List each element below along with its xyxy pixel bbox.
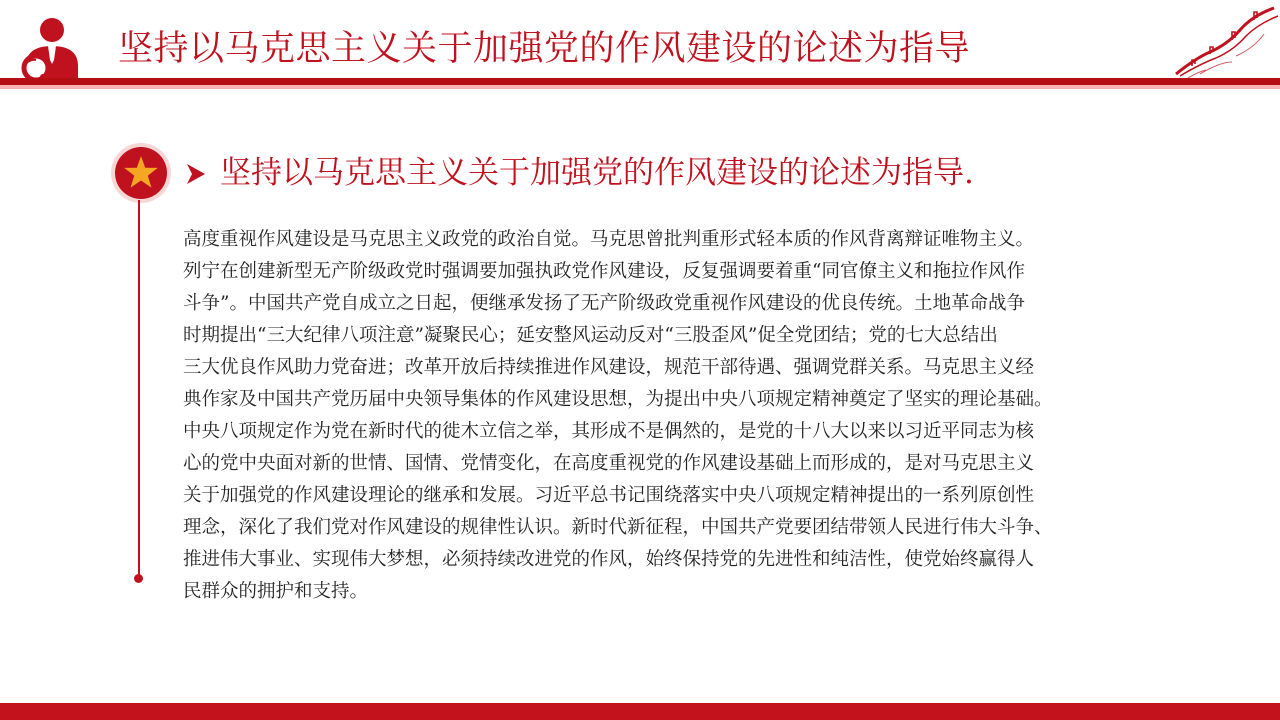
star-icon <box>110 142 172 204</box>
body-line: 中央八项规定作为党在新时代的徙木立信之举，其形成不是偶然的，是党的十八大以来以习近平同志为核 <box>183 421 1035 442</box>
body-line: 理念，深化了我们党对作风建设的规律性认识。新时代新征程，中国共产党要团结带领人民进行伟大斗争、 <box>183 517 1053 538</box>
body-line: 推进伟大事业、实现伟大梦想，必须持续改进党的作风，始终保持党的先进性和纯洁性，使党始终赢得人 <box>183 549 1035 570</box>
body-line: 斗争”。中国共产党自成立之日起，便继承发扬了无产阶级政党重视作风建设的优良传统。土地革命战争 <box>183 293 1025 314</box>
body-line: 心的党中央面对新的世情、国情、党情变化，在高度重视党的作风建设基础上而形成的，是对马克思主义 <box>183 453 1035 474</box>
body-line: 民群众的拥护和支持。 <box>183 581 369 602</box>
chevron-right-icon <box>186 163 206 185</box>
body-line: 时期提出“三大纪律八项注意”凝聚民心；延安整风运动反对“三股歪风”促全党团结；党的七大总结出 <box>183 325 998 346</box>
page-title: 坚持以马克思主义关于加强党的作风建设的论述为指导 <box>118 29 971 69</box>
header-rule <box>0 78 1280 85</box>
body-paragraph <box>183 224 1183 608</box>
body-line: 关于加强党的作风建设理论的继承和发展。习近平总书记围绕落实中央八项规定精神提出的一系列原创性 <box>183 485 1035 506</box>
slide-header <box>0 0 1280 90</box>
body-line: 列宁在创建新型无产阶级政党时强调要加强执政党作风建设，反复强调要着重“同官僚主义和拖拉作风作 <box>183 261 1025 282</box>
timeline-dot <box>134 574 143 583</box>
timeline-line <box>138 200 140 578</box>
person-magnifier-icon <box>12 14 86 86</box>
header-rule-light <box>0 85 1280 89</box>
great-wall-icon <box>1170 4 1280 78</box>
section-title: 坚持以马克思主义关于加强党的作风建设的论述为指导. <box>220 155 974 191</box>
body-line: 典作家及中国共产党历届中央领导集体的作风建设思想，为提出中央八项规定精神奠定了坚实的理论基础。 <box>183 389 1053 410</box>
body-line: 高度重视作风建设是马克思主义政党的政治自觉。马克思曾批判重形式轻本质的作风背离辩证唯物主义。 <box>183 229 1035 250</box>
footer-bar <box>0 703 1280 720</box>
body-line: 三大优良作风助力党奋进；改革开放后持续推进作风建设，规范干部待遇、强调党群关系。马克思主义经 <box>183 357 1035 378</box>
